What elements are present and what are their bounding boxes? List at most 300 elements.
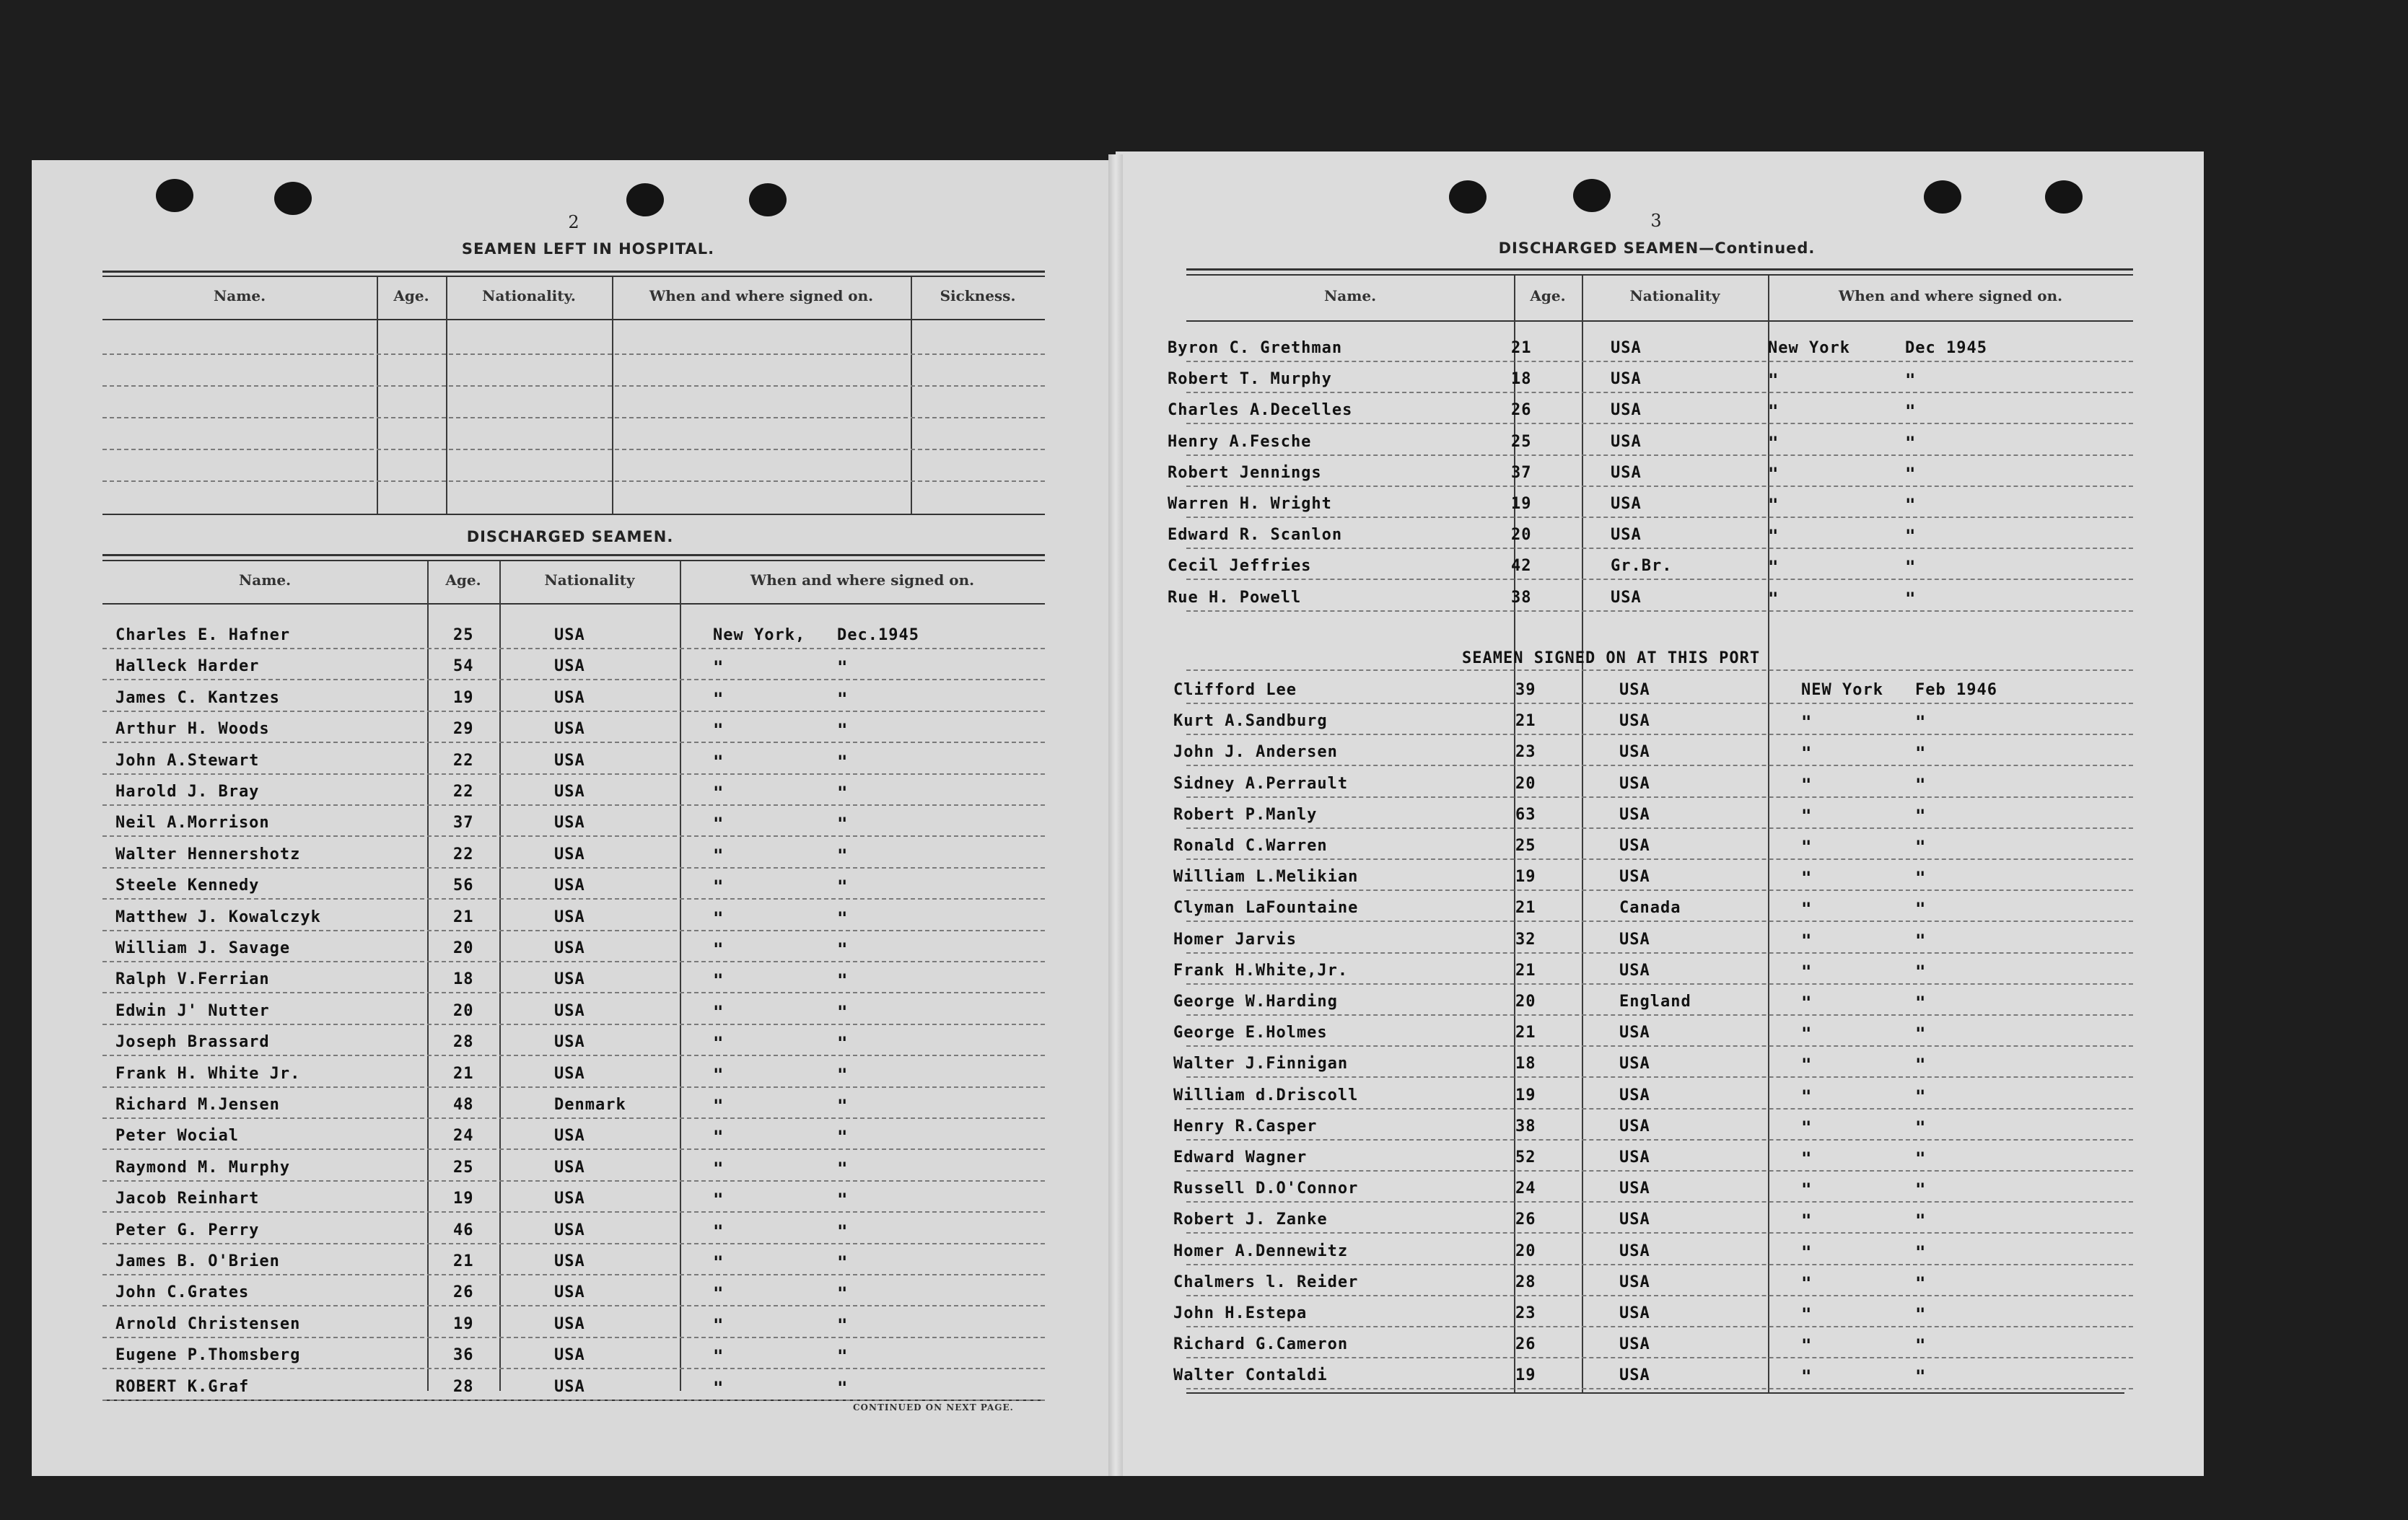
signed-on-date: " [837, 688, 848, 709]
punch-hole [749, 183, 787, 216]
signed-on-date: " [837, 1064, 848, 1085]
ruled-line [102, 804, 1045, 806]
seaman-age: 21 [1515, 712, 1536, 731]
seaman-nationality: USA [554, 970, 585, 989]
seaman-nationality: USA [1611, 401, 1642, 420]
column-divider [680, 561, 681, 1391]
seaman-name: William L.Melikian [1173, 868, 1359, 887]
column-header: Nationality. [482, 287, 576, 304]
column-header: Sickness. [940, 287, 1016, 304]
seaman-name: George W.Harding [1173, 993, 1338, 1011]
seaman-name: John C.Grates [115, 1283, 250, 1302]
ruled-line [1186, 669, 2133, 671]
seaman-name: Robert T. Murphy [1168, 370, 1332, 389]
seaman-age: 28 [453, 1377, 474, 1396]
seaman-nationality: USA [1611, 588, 1642, 607]
seaman-age: 19 [1515, 868, 1536, 887]
seaman-name: Rue H. Powell [1168, 588, 1302, 607]
ruled-line [102, 1243, 1045, 1244]
ruled-line [102, 417, 1045, 418]
rule [102, 319, 1045, 320]
hospital-section-title: SEAMEN LEFT IN HOSPITAL. [461, 240, 715, 258]
seaman-nationality: USA [554, 688, 585, 707]
signed-on-place: " [713, 1158, 724, 1179]
column-divider [446, 277, 447, 515]
signed-on-place: " [1801, 868, 1812, 889]
column-divider [612, 277, 613, 515]
signed-on-place: " [1801, 1335, 1812, 1356]
rule [102, 276, 1045, 277]
signed-on-date: " [837, 1158, 848, 1179]
signed-on-place: " [713, 1127, 724, 1148]
signed-on-date: " [837, 908, 848, 928]
signed-on-date: " [837, 845, 848, 866]
column-header: Name. [238, 571, 292, 589]
seaman-name: Frank H. White Jr. [115, 1064, 301, 1083]
seaman-name: Steele Kennedy [115, 877, 260, 895]
signed-on-place: " [713, 1283, 724, 1304]
seaman-age: 42 [1511, 557, 1532, 576]
signed-on-place: " [1801, 993, 1812, 1013]
seaman-name: Robert Jennings [1168, 463, 1322, 482]
seaman-name: Edward Wagner [1173, 1148, 1308, 1167]
seaman-age: 21 [1511, 339, 1532, 357]
signed-on-date: " [1915, 930, 1926, 951]
signed-on-date: " [1915, 1211, 1926, 1231]
seaman-age: 23 [1515, 1304, 1536, 1322]
signed-on-date: " [837, 1314, 848, 1335]
signed-on-date: " [837, 1127, 848, 1148]
signed-on-date: " [1915, 805, 1926, 826]
seaman-age: 46 [453, 1221, 474, 1239]
seaman-age: 18 [1515, 1055, 1536, 1073]
ruled-line [1186, 1232, 2133, 1234]
signed-on-date: " [1905, 557, 1916, 578]
column-header: Age. [1530, 287, 1566, 304]
ruled-line [1186, 703, 2133, 704]
signed-on-date: " [837, 657, 848, 678]
seaman-nationality: USA [1611, 432, 1642, 451]
seaman-nationality: England [1619, 993, 1691, 1011]
signed-on-place: " [1768, 432, 1779, 453]
signed-on-date: " [837, 1033, 848, 1054]
signed-on-date: " [837, 1283, 848, 1304]
seaman-name: Robert P.Manly [1173, 805, 1318, 824]
signed-on-place: " [1801, 805, 1812, 826]
signed-on-date: " [1915, 1335, 1926, 1356]
seaman-name: Charles E. Hafner [115, 626, 291, 644]
seaman-nationality: USA [554, 845, 585, 864]
seaman-age: 32 [1515, 930, 1536, 949]
signed-on-place: " [1768, 401, 1779, 422]
seaman-age: 26 [1515, 1335, 1536, 1354]
column-divider [911, 277, 912, 515]
rule [102, 554, 1045, 556]
column-header: Nationality [544, 571, 635, 589]
seaman-age: 25 [453, 626, 474, 644]
signed-on-date: " [1915, 993, 1926, 1013]
signed-on-place: " [713, 908, 724, 928]
signed-on-place: " [713, 814, 724, 835]
seaman-nationality: USA [554, 783, 585, 801]
seaman-name: Clyman LaFountaine [1173, 899, 1359, 918]
signed-on-date: " [1915, 1086, 1926, 1107]
signed-on-date: " [837, 939, 848, 959]
ruled-line [102, 480, 1045, 482]
punch-hole [274, 182, 312, 215]
seaman-nationality: USA [1619, 930, 1650, 949]
ruled-line [102, 1180, 1045, 1182]
seaman-nationality: USA [1619, 1117, 1650, 1135]
seaman-name: Cecil Jeffries [1168, 557, 1312, 576]
signed-on-date: Dec 1945 [1905, 339, 1987, 357]
seaman-name: Peter Wocial [115, 1127, 239, 1146]
seaman-name: Walter Hennershotz [115, 845, 301, 864]
ruled-line [102, 385, 1045, 387]
ruled-line [1186, 392, 2133, 393]
signed-on-place: " [1801, 1086, 1812, 1107]
seaman-name: Clifford Lee [1173, 681, 1297, 699]
signed-on-date: " [1915, 1055, 1926, 1076]
ruled-line [102, 898, 1045, 900]
signed-on-date: " [1915, 961, 1926, 982]
signed-on-date: " [837, 1221, 848, 1242]
signed-on-place: New York [1768, 339, 1850, 357]
seaman-nationality: USA [554, 1221, 585, 1239]
seaman-age: 20 [453, 939, 474, 957]
seaman-name: Matthew J. Kowalczyk [115, 908, 321, 926]
column-header: Age. [445, 571, 481, 589]
signed-on-place: " [1801, 837, 1812, 857]
seaman-age: 63 [1515, 805, 1536, 824]
seaman-name: Russell D.O'Connor [1173, 1179, 1359, 1198]
ruled-line [1186, 1170, 2133, 1172]
seaman-nationality: USA [1619, 1086, 1650, 1104]
seaman-nationality: USA [1619, 1366, 1650, 1385]
page-number: 3 [1650, 211, 1662, 231]
signed-on-place: New York, [713, 626, 806, 644]
ruled-line [1186, 921, 2133, 922]
ruled-line [1186, 983, 2133, 985]
seaman-age: 19 [453, 1190, 474, 1208]
ruled-line [102, 1055, 1045, 1056]
seaman-name: Ronald C.Warren [1173, 837, 1328, 855]
signed-on-date: " [1905, 432, 1916, 453]
seaman-nationality: Denmark [554, 1096, 626, 1114]
signed-on-date: " [1915, 1148, 1926, 1169]
signed-on-place: " [713, 939, 724, 959]
seaman-name: Harold J. Bray [115, 783, 260, 801]
seaman-name: Warren H. Wright [1168, 495, 1332, 513]
seaman-name: Frank H.White,Jr. [1173, 961, 1349, 980]
seaman-nationality: USA [1611, 526, 1642, 545]
seaman-name: William d.Driscoll [1173, 1086, 1359, 1104]
column-header: Nationality [1629, 287, 1720, 304]
signed-on-place: " [713, 1346, 724, 1367]
ruled-line [102, 835, 1045, 837]
seaman-nationality: USA [554, 1346, 585, 1365]
seaman-name: Henry A.Fesche [1168, 432, 1312, 451]
column-header: When and where signed on. [750, 571, 975, 589]
seaman-age: 19 [453, 1314, 474, 1333]
seaman-age: 18 [453, 970, 474, 989]
seaman-age: 52 [1515, 1148, 1536, 1167]
seaman-age: 26 [453, 1283, 474, 1302]
signed-on-place: " [713, 970, 724, 991]
seaman-age: 37 [453, 814, 474, 833]
signed-on-place: " [1801, 774, 1812, 795]
signed-on-place: " [713, 751, 724, 772]
signed-on-place: " [1801, 1211, 1812, 1231]
seaman-name: John A.Stewart [115, 751, 260, 770]
column-header: Name. [213, 287, 266, 304]
ruled-line [1186, 1201, 2133, 1203]
signed-on-place: " [1801, 712, 1812, 733]
ruled-line [1186, 734, 2133, 735]
seaman-name: Edwin J' Nutter [115, 1001, 270, 1020]
seaman-nationality: USA [554, 1064, 585, 1083]
signed-on-date: " [837, 970, 848, 991]
signed-on-place: " [1801, 1273, 1812, 1293]
seaman-age: 38 [1511, 588, 1532, 607]
seaman-age: 28 [453, 1033, 474, 1052]
column-header: Name. [1323, 287, 1377, 304]
ruled-line [1186, 889, 2133, 891]
rule [1186, 320, 2133, 322]
signed-on-place: " [1801, 1024, 1812, 1045]
signed-on-place: " [1801, 961, 1812, 982]
signed-on-place: " [1801, 899, 1812, 920]
signed-on-place: " [1768, 588, 1779, 609]
ruled-line [1186, 1357, 2133, 1358]
seaman-nationality: USA [1619, 805, 1650, 824]
signed-on-date: " [837, 877, 848, 897]
ruled-line [1186, 858, 2133, 860]
seaman-name: Sidney A.Perrault [1173, 774, 1349, 793]
seaman-nationality: USA [554, 1158, 585, 1177]
seaman-nationality: USA [1619, 961, 1650, 980]
seaman-nationality: USA [554, 1001, 585, 1020]
seaman-name: Walter Contaldi [1173, 1366, 1328, 1385]
ruled-line [1186, 1014, 2133, 1016]
column-header: When and where signed on. [649, 287, 874, 304]
ruled-line [102, 773, 1045, 775]
ruled-line [102, 1368, 1045, 1369]
seaman-name: Henry R.Casper [1173, 1117, 1318, 1135]
ruled-line [1186, 1045, 2133, 1047]
seaman-age: 24 [1515, 1179, 1536, 1198]
seaman-name: Walter J.Finnigan [1173, 1055, 1349, 1073]
seaman-age: 19 [1515, 1366, 1536, 1385]
seaman-nationality: USA [1619, 712, 1650, 731]
seaman-age: 21 [453, 908, 474, 926]
ruled-line [102, 1211, 1045, 1213]
rule [1186, 268, 2133, 271]
ruled-line [1186, 1076, 2133, 1078]
signed-on-date: " [1915, 743, 1926, 764]
punch-hole [156, 179, 193, 212]
seaman-age: 20 [1511, 526, 1532, 545]
seaman-name: Arthur H. Woods [115, 720, 270, 739]
signed-on-date: " [837, 1096, 848, 1116]
seaman-name: Raymond M. Murphy [115, 1158, 291, 1177]
seaman-age: 24 [453, 1127, 474, 1146]
seaman-age: 36 [453, 1346, 474, 1365]
seaman-name: Homer A.Dennewitz [1173, 1242, 1349, 1260]
seaman-nationality: USA [1619, 868, 1650, 887]
seaman-name: Eugene P.Thomsberg [115, 1346, 301, 1365]
seaman-age: 28 [1515, 1273, 1536, 1291]
seaman-name: Halleck Harder [115, 657, 260, 676]
signed-on-place: " [713, 1190, 724, 1211]
seaman-age: 25 [453, 1158, 474, 1177]
seaman-age: 38 [1515, 1117, 1536, 1135]
signed-on-date: " [1915, 1366, 1926, 1387]
signed-on-date: " [837, 751, 848, 772]
ruled-line [102, 1117, 1045, 1119]
ruled-line [1186, 1295, 2133, 1296]
signed-on-date: " [837, 1252, 848, 1273]
seaman-age: 23 [1515, 743, 1536, 762]
signed-on-place: " [1801, 1242, 1812, 1262]
ruled-line [102, 961, 1045, 962]
ruled-line [102, 1400, 1045, 1401]
seaman-age: 20 [1515, 993, 1536, 1011]
ruled-line [102, 1305, 1045, 1306]
ruled-line [1186, 952, 2133, 954]
ruled-line [1186, 454, 2133, 456]
signed-on-date: " [1915, 1242, 1926, 1262]
ruled-line [1186, 765, 2133, 766]
ruled-line [1186, 1264, 2133, 1265]
column-header: Age. [393, 287, 429, 304]
ruled-line [102, 992, 1045, 993]
seaman-nationality: USA [554, 877, 585, 895]
seaman-age: 19 [453, 688, 474, 707]
seaman-name: John J. Andersen [1173, 743, 1338, 762]
seaman-name: John H.Estepa [1173, 1304, 1308, 1322]
seaman-age: 21 [1515, 899, 1536, 918]
seaman-name: William J. Savage [115, 939, 291, 957]
seaman-name: James B. O'Brien [115, 1252, 280, 1270]
seaman-name: James C. Kantzes [115, 688, 280, 707]
signed-on-place: " [1768, 370, 1779, 391]
signed-on-place: " [713, 1001, 724, 1022]
seaman-nationality: USA [1619, 1273, 1650, 1291]
signed-on-date: " [1915, 1179, 1926, 1200]
seaman-age: 20 [453, 1001, 474, 1020]
seaman-nationality: USA [1619, 1335, 1650, 1354]
signed-on-date: " [837, 720, 848, 741]
seaman-age: 22 [453, 783, 474, 801]
signed-on-place: " [1801, 930, 1812, 951]
seaman-nationality: USA [554, 720, 585, 739]
ruled-line [1186, 486, 2133, 487]
signed-on-place: " [1768, 526, 1779, 547]
signed-on-place: " [713, 1033, 724, 1054]
seaman-age: 19 [1511, 495, 1532, 513]
seaman-name: Robert J. Zanke [1173, 1211, 1328, 1229]
ruled-line [102, 742, 1045, 743]
seaman-age: 56 [453, 877, 474, 895]
seaman-nationality: USA [1619, 837, 1650, 855]
seaman-nationality: USA [554, 939, 585, 957]
seaman-age: 20 [1515, 774, 1536, 793]
seaman-age: 22 [453, 751, 474, 770]
rule [102, 560, 1045, 561]
ruled-line [102, 1274, 1045, 1275]
ruled-line [102, 1337, 1045, 1338]
ruled-line [1186, 423, 2133, 424]
signed-on-date: " [1915, 899, 1926, 920]
signed-on-place: " [1801, 1179, 1812, 1200]
seaman-name: Peter G. Perry [115, 1221, 260, 1239]
seaman-age: 25 [1515, 837, 1536, 855]
ruled-line [1186, 827, 2133, 829]
signed-on-place: " [713, 720, 724, 741]
signed-on-date: " [1905, 526, 1916, 547]
signed-on-date: " [1915, 1273, 1926, 1293]
ruled-line [1186, 1388, 2133, 1389]
signed-on-place: " [713, 783, 724, 803]
seaman-name: Chalmers l. Reider [1173, 1273, 1359, 1291]
seaman-nationality: USA [554, 814, 585, 833]
ruled-line [1186, 610, 2133, 612]
signed-on-date: " [837, 1346, 848, 1367]
seaman-nationality: USA [1611, 495, 1642, 513]
seaman-nationality: USA [1619, 1242, 1650, 1260]
signed-on-place: " [1801, 1148, 1812, 1169]
rule [102, 514, 1045, 515]
signed-on-date: " [1915, 1304, 1926, 1324]
seaman-nationality: USA [554, 1127, 585, 1146]
signed-on-place: " [1801, 743, 1812, 764]
seaman-name: Byron C. Grethman [1168, 339, 1343, 357]
seaman-name: Homer Jarvis [1173, 930, 1297, 949]
ruled-line [102, 679, 1045, 680]
seaman-nationality: USA [554, 1033, 585, 1052]
seaman-age: 20 [1515, 1242, 1536, 1260]
seaman-nationality: Canada [1619, 899, 1681, 918]
punch-hole [1573, 179, 1611, 212]
signed-on-place: " [1801, 1304, 1812, 1324]
signed-on-place: " [1801, 1055, 1812, 1076]
rule [102, 271, 1045, 273]
signed-on-date: " [1905, 463, 1916, 484]
rule [1186, 1392, 2124, 1394]
seaman-name: Edward R. Scanlon [1168, 526, 1343, 545]
signed-on-place: " [713, 1314, 724, 1335]
seaman-nationality: USA [1611, 339, 1642, 357]
signed-on-date: " [837, 783, 848, 803]
seaman-age: 26 [1515, 1211, 1536, 1229]
ruled-line [1186, 796, 2133, 798]
seaman-name: Jacob Reinhart [115, 1190, 260, 1208]
ruled-line [102, 648, 1045, 649]
signed-on-place: " [713, 1377, 724, 1398]
signed-on-date: " [1905, 495, 1916, 515]
ruled-line [102, 1148, 1045, 1150]
signed-on-date: " [1905, 588, 1916, 609]
signed-on-date: Feb 1946 [1915, 681, 1997, 699]
punch-hole [1924, 180, 1961, 214]
seaman-age: 37 [1511, 463, 1532, 482]
seaman-name: Kurt A.Sandburg [1173, 712, 1328, 731]
column-divider [1582, 276, 1583, 1392]
signed-on-date: " [1905, 401, 1916, 422]
signed-on-place: " [713, 1221, 724, 1242]
column-divider [427, 561, 429, 1391]
